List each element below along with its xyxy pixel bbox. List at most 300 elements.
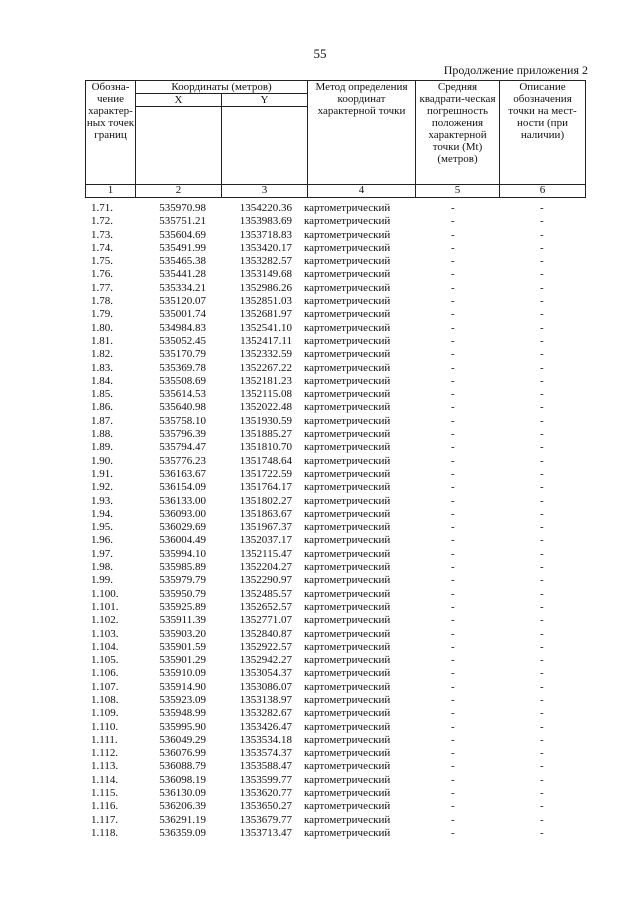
coord-y: 1352942.27: [239, 654, 292, 667]
header-x: X: [136, 94, 222, 107]
table-row: [0, 308, 640, 321]
method: картометрический: [304, 268, 391, 281]
coord-y: 1352290.97: [239, 574, 292, 587]
coord-x: 535776.23: [159, 454, 206, 467]
coord-x: 535903.20: [159, 627, 206, 640]
coord-x: 535491.99: [159, 241, 206, 254]
method: картометрический: [304, 800, 391, 813]
header-error: Средняя квадрати-ческая погрешность положения характерной точки (Mt) (метров): [416, 81, 500, 185]
method: картометрический: [304, 414, 391, 427]
coord-y: 1352922.57: [239, 640, 292, 653]
description: -: [540, 733, 544, 746]
coord-x: 536133.00: [159, 494, 206, 507]
error: -: [451, 826, 455, 839]
coord-x: 535614.53: [159, 388, 206, 401]
description: -: [540, 268, 544, 281]
error: -: [451, 295, 455, 308]
table-row: [0, 388, 640, 401]
description: -: [540, 334, 544, 347]
table-row: [0, 774, 640, 787]
table-row: [0, 800, 640, 813]
method: картометрический: [304, 507, 391, 520]
coord-y: 1352022.48: [239, 401, 292, 414]
method: картометрический: [304, 773, 391, 786]
coord-x: 536088.79: [159, 760, 206, 773]
description: -: [540, 241, 544, 254]
point-id: 1.86.: [91, 401, 113, 414]
error: -: [451, 308, 455, 321]
method: картометрический: [304, 321, 391, 334]
table-row: [0, 654, 640, 667]
point-id: 1.117.: [91, 813, 119, 826]
point-id: 1.71.: [91, 202, 113, 214]
coord-y: 1351967.37: [239, 521, 292, 534]
header-coordinates: Координаты (метров): [136, 81, 308, 94]
description: -: [540, 348, 544, 361]
description: -: [540, 614, 544, 627]
coord-y: 1353426.47: [239, 720, 292, 733]
point-id: 1.83.: [91, 361, 113, 374]
coord-y: 1351810.70: [239, 441, 292, 454]
error: -: [451, 414, 455, 427]
method: картометрический: [304, 308, 391, 321]
coord-y: 1352771.07: [239, 614, 292, 627]
description: -: [540, 574, 544, 587]
point-id: 1.92.: [91, 481, 113, 494]
error: -: [451, 481, 455, 494]
description: -: [540, 547, 544, 560]
error: -: [451, 268, 455, 281]
table-row: [0, 508, 640, 521]
point-id: 1.82.: [91, 348, 113, 361]
method: картометрический: [304, 388, 391, 401]
method: картометрический: [304, 295, 391, 308]
error: -: [451, 547, 455, 560]
table-row: [0, 401, 640, 414]
point-id: 1.101.: [91, 600, 119, 613]
description: -: [540, 587, 544, 600]
coord-y: 1352267.22: [239, 361, 292, 374]
error: -: [451, 281, 455, 294]
table-row: [0, 827, 640, 840]
coord-y: 1352986.26: [239, 281, 292, 294]
coord-x: 536291.19: [159, 813, 206, 826]
point-id: 1.108.: [91, 693, 119, 706]
coord-x: 536093.00: [159, 507, 206, 520]
description: -: [540, 295, 544, 308]
point-id: 1.100.: [91, 587, 119, 600]
table-row: [0, 268, 640, 281]
description: -: [540, 255, 544, 268]
error: -: [451, 693, 455, 706]
method: картометрический: [304, 813, 391, 826]
table-row: [0, 295, 640, 308]
coord-y: 1353679.77: [239, 813, 292, 826]
method: картометрический: [304, 720, 391, 733]
method: картометрический: [304, 454, 391, 467]
error: -: [451, 720, 455, 733]
method: картометрический: [304, 733, 391, 746]
description: -: [540, 826, 544, 839]
error: -: [451, 654, 455, 667]
table-row: [0, 681, 640, 694]
coord-y: 1353713.47: [239, 826, 292, 839]
method: картометрический: [304, 680, 391, 693]
description: -: [540, 428, 544, 441]
point-id: 1.113.: [91, 760, 119, 773]
error: -: [451, 614, 455, 627]
coord-x: 535970.98: [159, 202, 206, 214]
coord-x: 535901.29: [159, 654, 206, 667]
table-row: [0, 694, 640, 707]
error: -: [451, 215, 455, 228]
coord-x: 535948.99: [159, 707, 206, 720]
method: картометрический: [304, 547, 391, 560]
description: -: [540, 215, 544, 228]
error: -: [451, 428, 455, 441]
method: картометрический: [304, 614, 391, 627]
coord-y: 1352204.27: [239, 561, 292, 574]
error: -: [451, 640, 455, 653]
method: картометрический: [304, 707, 391, 720]
method: картометрический: [304, 281, 391, 294]
header-num-2: 2: [136, 185, 222, 198]
point-id: 1.98.: [91, 561, 113, 574]
method: картометрический: [304, 561, 391, 574]
description: -: [540, 693, 544, 706]
point-id: 1.77.: [91, 281, 113, 294]
coord-y: 1352485.57: [239, 587, 292, 600]
point-id: 1.91.: [91, 467, 113, 480]
coord-x: 536130.09: [159, 787, 206, 800]
description: -: [540, 600, 544, 613]
coord-y: 1353650.27: [239, 800, 292, 813]
point-id: 1.78.: [91, 295, 113, 308]
error: -: [451, 388, 455, 401]
description: -: [540, 640, 544, 653]
header-num-5: 5: [416, 185, 500, 198]
table-row: [0, 707, 640, 720]
coord-y: 1353574.37: [239, 747, 292, 760]
method: картометрический: [304, 574, 391, 587]
method: картометрический: [304, 255, 391, 268]
coord-x: 535925.89: [159, 600, 206, 613]
description: -: [540, 627, 544, 640]
coord-y: 1351863.67: [239, 507, 292, 520]
point-id: 1.107.: [91, 680, 119, 693]
error: -: [451, 600, 455, 613]
description: -: [540, 800, 544, 813]
coord-y: 1352037.17: [239, 534, 292, 547]
coord-x: 536359.09: [159, 826, 206, 839]
method: картометрический: [304, 348, 391, 361]
description: -: [540, 228, 544, 241]
point-id: 1.75.: [91, 255, 113, 268]
method: картометрический: [304, 215, 391, 228]
description: -: [540, 534, 544, 547]
description: -: [540, 680, 544, 693]
table-row: [0, 787, 640, 800]
coord-x: 536206.39: [159, 800, 206, 813]
point-id: 1.95.: [91, 521, 113, 534]
table-row: [0, 441, 640, 454]
method: картометрический: [304, 521, 391, 534]
table-row: [0, 721, 640, 734]
coord-x: 535052.45: [159, 334, 206, 347]
coord-y: 1351748.64: [239, 454, 292, 467]
coord-x: 535640.98: [159, 401, 206, 414]
table-row: [0, 641, 640, 654]
description: -: [540, 388, 544, 401]
table-row: [0, 468, 640, 481]
coord-x: 535001.74: [159, 308, 206, 321]
coord-y: 1353138.97: [239, 693, 292, 706]
continuation-caption: Продолжение приложения 2: [443, 63, 588, 77]
coord-x: 535950.79: [159, 587, 206, 600]
header-num-1: 1: [86, 185, 136, 198]
description: -: [540, 654, 544, 667]
coord-x: 535120.07: [159, 295, 206, 308]
table-row: [0, 588, 640, 601]
error: -: [451, 773, 455, 786]
point-id: 1.74.: [91, 241, 113, 254]
error: -: [451, 680, 455, 693]
coord-x: 535901.59: [159, 640, 206, 653]
coord-x: 535911.39: [159, 614, 206, 627]
point-id: 1.104.: [91, 640, 119, 653]
error: -: [451, 747, 455, 760]
coord-x: 535441.28: [159, 268, 206, 281]
coord-y: 1351930.59: [239, 414, 292, 427]
coord-y: 1353420.17: [239, 241, 292, 254]
coord-y: 1352851.03: [239, 295, 292, 308]
description: -: [540, 321, 544, 334]
coord-x: 535170.79: [159, 348, 206, 361]
description: -: [540, 667, 544, 680]
header-method: Метод определения координат характерной точки: [308, 81, 416, 185]
error: -: [451, 494, 455, 507]
point-id: 1.89.: [91, 441, 113, 454]
description: -: [540, 414, 544, 427]
error: -: [451, 667, 455, 680]
coord-y: 1352417.11: [240, 334, 292, 347]
error: -: [451, 334, 455, 347]
point-id: 1.103.: [91, 627, 119, 640]
error: -: [451, 787, 455, 800]
table-row: [0, 362, 640, 375]
coord-x: 536154.09: [159, 481, 206, 494]
table-row: [0, 614, 640, 627]
coord-x: 535508.69: [159, 374, 206, 387]
table-row: [0, 255, 640, 268]
description: -: [540, 507, 544, 520]
coord-y: 1352332.59: [239, 348, 292, 361]
coord-x: 535985.89: [159, 561, 206, 574]
table-body: [0, 202, 640, 840]
point-id: 1.105.: [91, 654, 119, 667]
table-row: [0, 455, 640, 468]
point-id: 1.93.: [91, 494, 113, 507]
coord-x: 535914.90: [159, 680, 206, 693]
error: -: [451, 574, 455, 587]
table-row: [0, 415, 640, 428]
coord-x: 535796.39: [159, 428, 206, 441]
method: картометрический: [304, 693, 391, 706]
method: картометрический: [304, 667, 391, 680]
coord-y: 1353282.67: [239, 707, 292, 720]
method: картометрический: [304, 760, 391, 773]
table-header: [85, 80, 586, 198]
coord-x: 536163.67: [159, 467, 206, 480]
description: -: [540, 707, 544, 720]
coord-x: 535994.10: [159, 547, 206, 560]
error: -: [451, 361, 455, 374]
method: картометрический: [304, 481, 391, 494]
table-row: [0, 215, 640, 228]
error: -: [451, 733, 455, 746]
point-id: 1.99.: [91, 574, 113, 587]
description: -: [540, 441, 544, 454]
error: -: [451, 228, 455, 241]
description: -: [540, 561, 544, 574]
point-id: 1.109.: [91, 707, 119, 720]
coord-x: 536049.29: [159, 733, 206, 746]
point-id: 1.97.: [91, 547, 113, 560]
description: -: [540, 521, 544, 534]
table-row: [0, 760, 640, 773]
coord-x: 535794.47: [159, 441, 206, 454]
point-id: 1.115.: [91, 787, 119, 800]
method: картометрический: [304, 241, 391, 254]
coord-y: 1353534.18: [239, 733, 292, 746]
point-id: 1.102.: [91, 614, 119, 627]
coord-x: 536076.99: [159, 747, 206, 760]
header-y-body: [222, 107, 308, 185]
table-row: [0, 428, 640, 441]
coord-y: 1353718.83: [239, 228, 292, 241]
method: картометрический: [304, 534, 391, 547]
table-row: [0, 548, 640, 561]
header-y: Y: [222, 94, 308, 107]
point-id: 1.118.: [91, 826, 119, 839]
error: -: [451, 813, 455, 826]
description: -: [540, 494, 544, 507]
table-row: [0, 495, 640, 508]
header-x-body: [136, 107, 222, 185]
description: -: [540, 467, 544, 480]
table-row: [0, 229, 640, 242]
method: картометрический: [304, 441, 391, 454]
error: -: [451, 401, 455, 414]
point-id: 1.72.: [91, 215, 113, 228]
table-row: [0, 375, 640, 388]
coord-x: 535604.69: [159, 228, 206, 241]
coord-x: 535758.10: [159, 414, 206, 427]
coord-x: 534984.83: [159, 321, 206, 334]
description: -: [540, 202, 544, 214]
error: -: [451, 521, 455, 534]
header-num-6: 6: [500, 185, 586, 198]
error: -: [451, 507, 455, 520]
point-id: 1.88.: [91, 428, 113, 441]
header-num-4: 4: [308, 185, 416, 198]
coord-y: 1353054.37: [239, 667, 292, 680]
header-point-designation: Обозна-чение характер-ных точек границ: [86, 81, 136, 185]
error: -: [451, 241, 455, 254]
error: -: [451, 374, 455, 387]
method: картометрический: [304, 228, 391, 241]
table-row: [0, 322, 640, 335]
coord-y: 1352115.08: [240, 388, 292, 401]
error: -: [451, 467, 455, 480]
method: картометрический: [304, 467, 391, 480]
point-id: 1.112.: [91, 747, 119, 760]
description: -: [540, 747, 544, 760]
point-id: 1.90.: [91, 454, 113, 467]
page-number: 55: [313, 46, 327, 61]
description: -: [540, 374, 544, 387]
point-id: 1.81.: [91, 334, 113, 347]
point-id: 1.85.: [91, 388, 113, 401]
description: -: [540, 720, 544, 733]
coord-y: 1351885.27: [239, 428, 292, 441]
table-row: [0, 628, 640, 641]
point-id: 1.73.: [91, 228, 113, 241]
coord-y: 1352181.23: [239, 374, 292, 387]
point-id: 1.84.: [91, 374, 113, 387]
error: -: [451, 441, 455, 454]
point-id: 1.79.: [91, 308, 113, 321]
coord-y: 1353588.47: [239, 760, 292, 773]
coord-y: 1353086.07: [239, 680, 292, 693]
table-row: [0, 242, 640, 255]
coord-x: 536098.19: [159, 773, 206, 786]
table-row: [0, 574, 640, 587]
point-id: 1.94.: [91, 507, 113, 520]
coord-x: 535923.09: [159, 693, 206, 706]
coord-y: 1354220.36: [239, 202, 292, 214]
coord-y: 1353620.77: [239, 787, 292, 800]
error: -: [451, 348, 455, 361]
coord-y: 1351764.17: [239, 481, 292, 494]
error: -: [451, 800, 455, 813]
coord-y: 1353599.77: [239, 773, 292, 786]
point-id: 1.114.: [91, 773, 119, 786]
error: -: [451, 561, 455, 574]
method: картометрический: [304, 600, 391, 613]
error: -: [451, 707, 455, 720]
coord-x: 535979.79: [159, 574, 206, 587]
table-row: [0, 667, 640, 680]
point-id: 1.76.: [91, 268, 113, 281]
method: картометрический: [304, 428, 391, 441]
table-row: [0, 734, 640, 747]
method: картометрический: [304, 787, 391, 800]
table-row: [0, 202, 640, 215]
coord-x: 535910.09: [159, 667, 206, 680]
header-num-3: 3: [222, 185, 308, 198]
coord-x: 535995.90: [159, 720, 206, 733]
method: картометрический: [304, 747, 391, 760]
method: картометрический: [304, 654, 391, 667]
table-row: [0, 561, 640, 574]
description: -: [540, 813, 544, 826]
coord-y: 1352681.97: [239, 308, 292, 321]
coord-y: 1351802.27: [239, 494, 292, 507]
coord-y: 1352652.57: [239, 600, 292, 613]
method: картометрический: [304, 401, 391, 414]
method: картометрический: [304, 494, 391, 507]
